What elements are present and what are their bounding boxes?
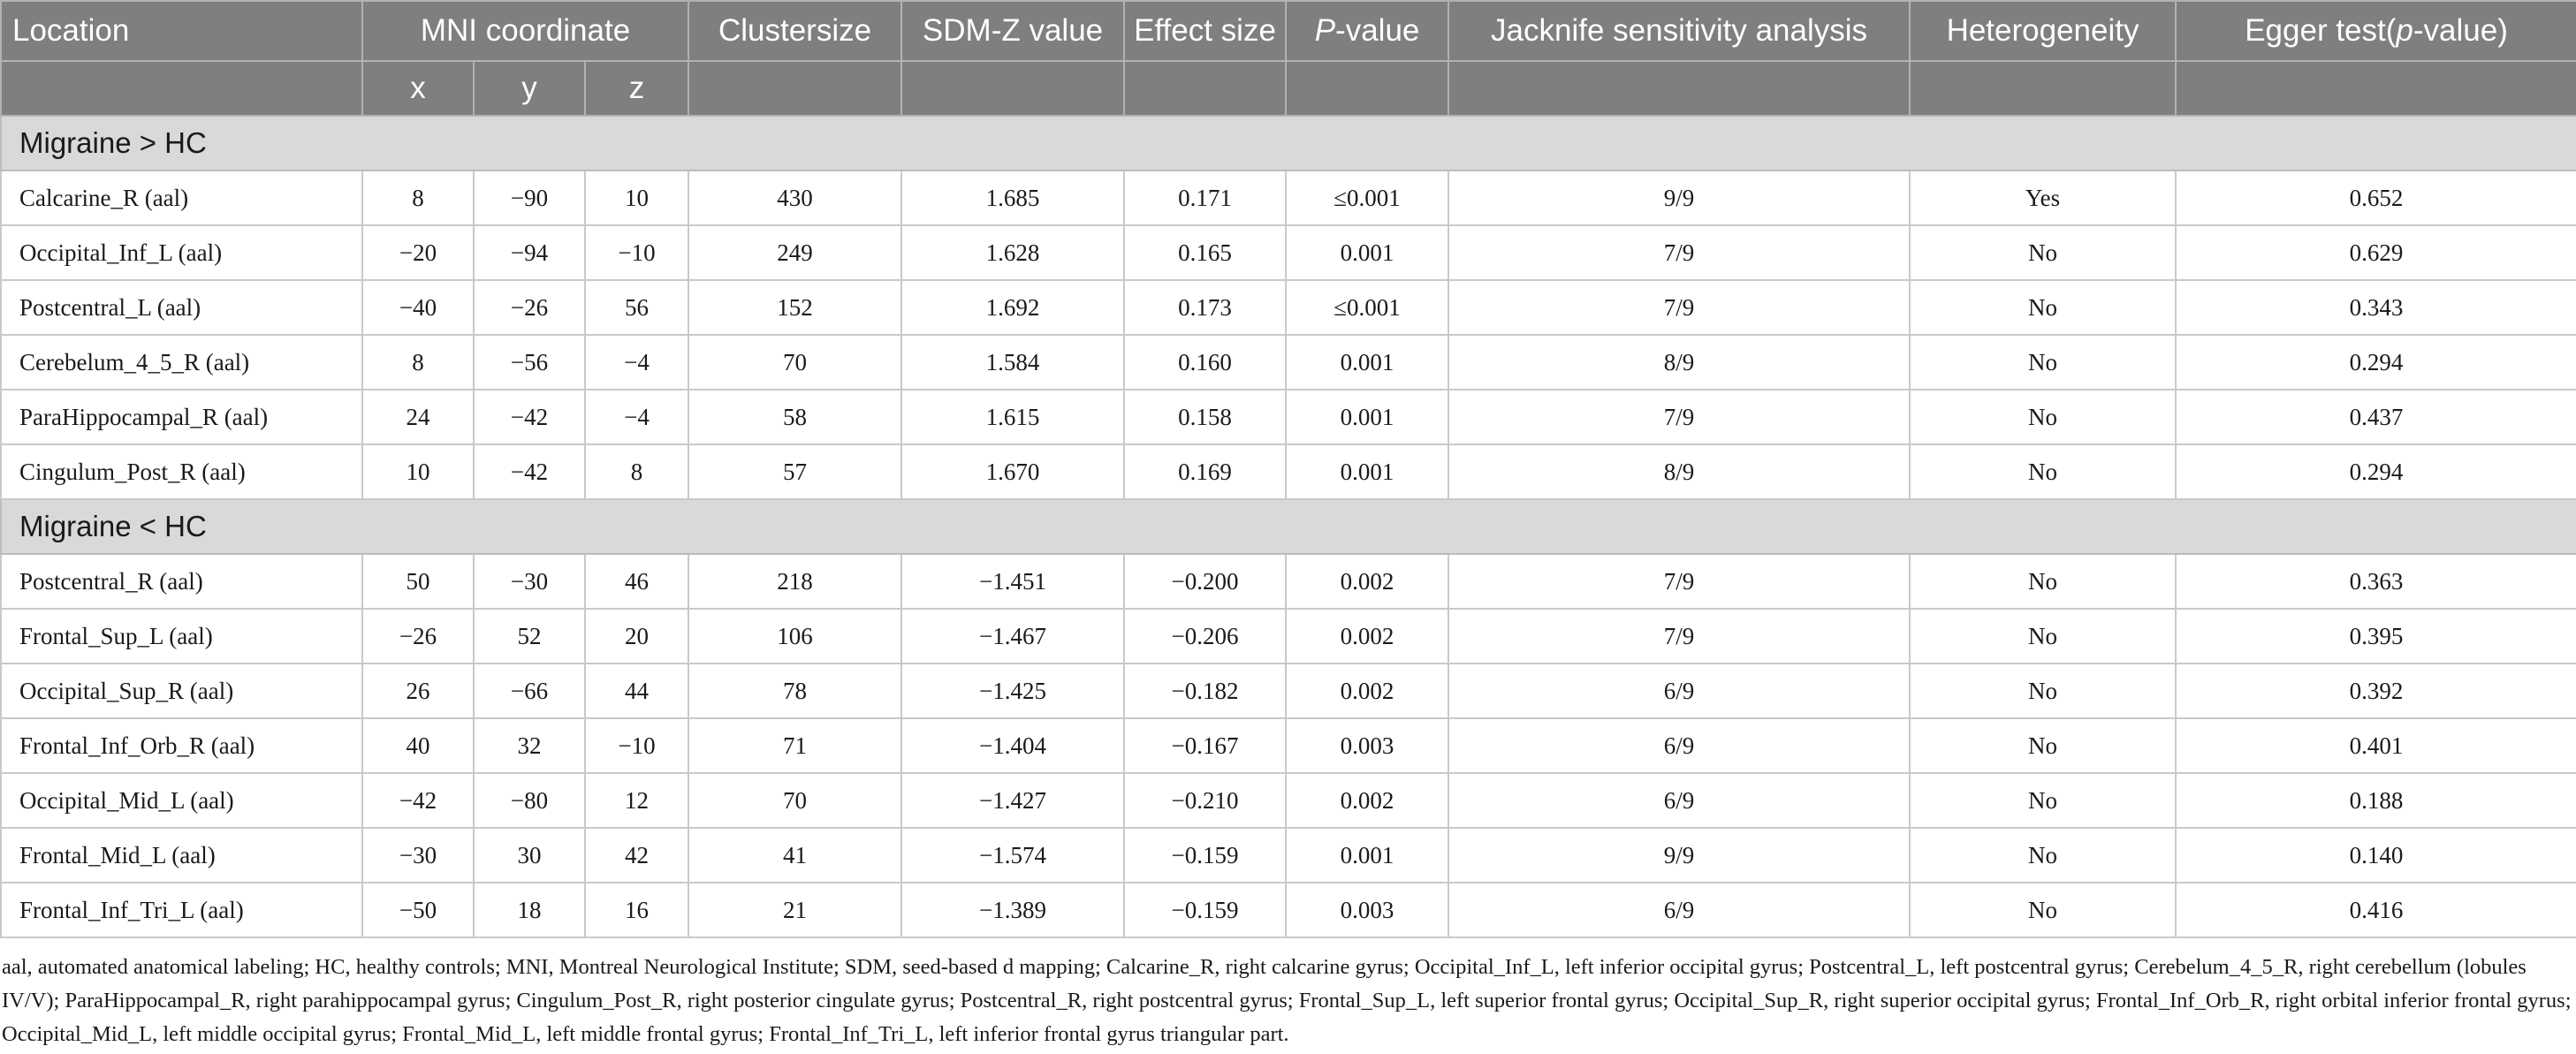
- cell-x: 8: [362, 171, 474, 225]
- cell-heterogeneity: No: [1910, 335, 2176, 390]
- table-row: [1, 390, 2576, 444]
- cell-z: −10: [585, 718, 688, 773]
- subheader-blank: [1, 61, 362, 116]
- section-row: [1, 499, 2576, 554]
- cell-clustersize: 70: [688, 773, 901, 828]
- cell-egger: 0.392: [2176, 663, 2576, 718]
- cell-heterogeneity: No: [1910, 444, 2176, 499]
- cell-location: ParaHippocampal_R (aal): [1, 390, 362, 444]
- cell-effect-size: −0.159: [1124, 883, 1286, 937]
- cell-z: −4: [585, 335, 688, 390]
- cell-jackknife: 7/9: [1448, 609, 1910, 663]
- cell-clustersize: 58: [688, 390, 901, 444]
- cell-y: −90: [474, 171, 585, 225]
- cell-clustersize: 78: [688, 663, 901, 718]
- cell-p-value: ≤0.001: [1286, 280, 1448, 335]
- cell-jackknife: 6/9: [1448, 718, 1910, 773]
- cell-sdmz: −1.389: [901, 883, 1124, 937]
- cell-sdmz: −1.404: [901, 718, 1124, 773]
- cell-effect-size: −0.210: [1124, 773, 1286, 828]
- table-row: [1, 171, 2576, 225]
- cell-p-value: ≤0.001: [1286, 171, 1448, 225]
- col-header-y: y: [474, 61, 585, 116]
- cell-z: −10: [585, 225, 688, 280]
- cell-sdmz: −1.451: [901, 554, 1124, 609]
- col-header-p-value: [1286, 1, 1448, 61]
- cell-p-value: 0.001: [1286, 225, 1448, 280]
- cell-heterogeneity: No: [1910, 390, 2176, 444]
- cell-y: −30: [474, 554, 585, 609]
- cell-jackknife: 6/9: [1448, 773, 1910, 828]
- table-row: [1, 444, 2576, 499]
- cell-clustersize: 70: [688, 335, 901, 390]
- cell-y: 52: [474, 609, 585, 663]
- cell-z: 56: [585, 280, 688, 335]
- table-row: [1, 718, 2576, 773]
- cell-z: 20: [585, 609, 688, 663]
- cell-y: −80: [474, 773, 585, 828]
- cell-jackknife: 7/9: [1448, 225, 1910, 280]
- cell-egger: 0.416: [2176, 883, 2576, 937]
- cell-heterogeneity: No: [1910, 828, 2176, 883]
- cell-z: 16: [585, 883, 688, 937]
- subheader-row: [1, 61, 2576, 116]
- cell-y: −26: [474, 280, 585, 335]
- cell-heterogeneity: No: [1910, 773, 2176, 828]
- cell-effect-size: 0.173: [1124, 280, 1286, 335]
- cell-sdmz: 1.628: [901, 225, 1124, 280]
- cell-clustersize: 71: [688, 718, 901, 773]
- cell-heterogeneity: No: [1910, 280, 2176, 335]
- cell-p-value: 0.001: [1286, 390, 1448, 444]
- cell-z: 42: [585, 828, 688, 883]
- cell-effect-size: −0.200: [1124, 554, 1286, 609]
- cell-effect-size: 0.160: [1124, 335, 1286, 390]
- cell-y: −56: [474, 335, 585, 390]
- cell-location: Cingulum_Post_R (aal): [1, 444, 362, 499]
- cell-y: −66: [474, 663, 585, 718]
- subheader-blank: [1448, 61, 1910, 116]
- cell-location: Frontal_Sup_L (aal): [1, 609, 362, 663]
- cell-egger: 0.294: [2176, 444, 2576, 499]
- cell-jackknife: 8/9: [1448, 444, 1910, 499]
- subheader-blank: [2176, 61, 2576, 116]
- cell-clustersize: 152: [688, 280, 901, 335]
- cell-egger: 0.629: [2176, 225, 2576, 280]
- cell-egger: 0.294: [2176, 335, 2576, 390]
- cell-jackknife: 7/9: [1448, 390, 1910, 444]
- cell-y: 30: [474, 828, 585, 883]
- section-label: Migraine < HC: [1, 499, 2576, 554]
- col-header-effect-size: Effect size: [1124, 1, 1286, 61]
- cell-x: 26: [362, 663, 474, 718]
- p-suffix: -value: [1335, 13, 1420, 48]
- cell-location: Cerebelum_4_5_R (aal): [1, 335, 362, 390]
- cell-egger: 0.140: [2176, 828, 2576, 883]
- subheader-blank: [688, 61, 901, 116]
- egger-suffix: -value): [2413, 13, 2508, 48]
- cell-y: −42: [474, 444, 585, 499]
- cell-z: 44: [585, 663, 688, 718]
- table-row: [1, 663, 2576, 718]
- col-header-clustersize: Clustersize: [688, 1, 901, 61]
- cell-heterogeneity: Yes: [1910, 171, 2176, 225]
- table-row: [1, 225, 2576, 280]
- cell-sdmz: 1.685: [901, 171, 1124, 225]
- cell-jackknife: 6/9: [1448, 883, 1910, 937]
- cell-p-value: 0.003: [1286, 883, 1448, 937]
- cell-egger: 0.188: [2176, 773, 2576, 828]
- cell-effect-size: 0.171: [1124, 171, 1286, 225]
- section-row: [1, 116, 2576, 171]
- col-header-location: Location: [1, 1, 362, 61]
- cell-x: −30: [362, 828, 474, 883]
- col-header-heterogeneity: Heterogeneity: [1910, 1, 2176, 61]
- cell-heterogeneity: No: [1910, 225, 2176, 280]
- subheader-blank: [1910, 61, 2176, 116]
- cell-effect-size: 0.169: [1124, 444, 1286, 499]
- cell-x: −26: [362, 609, 474, 663]
- cell-p-value: 0.002: [1286, 554, 1448, 609]
- cell-x: −20: [362, 225, 474, 280]
- cell-jackknife: 9/9: [1448, 171, 1910, 225]
- table-row: [1, 554, 2576, 609]
- cell-location: Occipital_Mid_L (aal): [1, 773, 362, 828]
- cell-p-value: 0.002: [1286, 663, 1448, 718]
- cell-egger: 0.363: [2176, 554, 2576, 609]
- cell-location: Calcarine_R (aal): [1, 171, 362, 225]
- cell-location: Occipital_Inf_L (aal): [1, 225, 362, 280]
- cell-p-value: 0.001: [1286, 444, 1448, 499]
- cell-jackknife: 6/9: [1448, 663, 1910, 718]
- cell-sdmz: 1.670: [901, 444, 1124, 499]
- table-body: [1, 116, 2576, 937]
- cell-egger: 0.437: [2176, 390, 2576, 444]
- cell-effect-size: −0.182: [1124, 663, 1286, 718]
- cell-effect-size: 0.158: [1124, 390, 1286, 444]
- cell-clustersize: 218: [688, 554, 901, 609]
- cell-p-value: 0.002: [1286, 609, 1448, 663]
- cell-x: 24: [362, 390, 474, 444]
- cell-clustersize: 430: [688, 171, 901, 225]
- cell-clustersize: 57: [688, 444, 901, 499]
- subheader-blank: [1286, 61, 1448, 116]
- table-footnote: aal, automated anatomical labeling; HC, healthy controls; MNI, Montreal Neurological Institute; SDM, seed-based d mapping; Calcarine_R, right calcarine gyrus; Occipital_Inf_L, left inferior occipital gyrus; Postcentral_L, left postcentral gyrus; Cerebelum_4_5_R, right cerebellum (lobules IV/V); ParaHippocampal_R, right parahippocampal gyrus; Cingulum_Post_R, right posterior cingulate gyrus; Postcentral_R, right postcentral gyrus; Frontal_Sup_L, left superior frontal gyrus; Occipital_Sup_R, right superior occipital gyrus; Frontal_Inf_Orb_R, right orbital inferior frontal gyrus; Occipital_Mid_L, left middle occipital gyrus; Frontal_Mid_L, left middle frontal gyrus; Frontal_Inf_Tri_L, left inferior frontal gyrus triangular part.: [2, 955, 2572, 1046]
- cell-x: 8: [362, 335, 474, 390]
- cell-heterogeneity: No: [1910, 609, 2176, 663]
- col-header-mni: MNI coordinate: [362, 1, 688, 61]
- col-header-jackknife: Jacknife sensitivity analysis: [1448, 1, 1910, 61]
- cell-jackknife: 7/9: [1448, 554, 1910, 609]
- col-header-z: z: [585, 61, 688, 116]
- cell-x: −42: [362, 773, 474, 828]
- cell-egger: 0.395: [2176, 609, 2576, 663]
- cell-sdmz: 1.615: [901, 390, 1124, 444]
- cell-sdmz: −1.425: [901, 663, 1124, 718]
- table-row: [1, 773, 2576, 828]
- p-label: P: [1314, 13, 1336, 48]
- cell-sdmz: −1.467: [901, 609, 1124, 663]
- table-row: [1, 280, 2576, 335]
- cell-heterogeneity: No: [1910, 663, 2176, 718]
- cell-p-value: 0.001: [1286, 828, 1448, 883]
- cell-x: −50: [362, 883, 474, 937]
- egger-prefix: Egger test(: [2245, 13, 2397, 48]
- cell-location: Postcentral_L (aal): [1, 280, 362, 335]
- cell-clustersize: 249: [688, 225, 901, 280]
- cell-sdmz: 1.584: [901, 335, 1124, 390]
- cell-location: Frontal_Inf_Orb_R (aal): [1, 718, 362, 773]
- cell-p-value: 0.001: [1286, 335, 1448, 390]
- col-header-sdmz: SDM-Z value: [901, 1, 1124, 61]
- cell-egger: 0.401: [2176, 718, 2576, 773]
- cell-location: Frontal_Inf_Tri_L (aal): [1, 883, 362, 937]
- cell-heterogeneity: No: [1910, 718, 2176, 773]
- table-row: [1, 609, 2576, 663]
- cell-effect-size: −0.206: [1124, 609, 1286, 663]
- cell-jackknife: 7/9: [1448, 280, 1910, 335]
- egger-p: p: [2396, 13, 2413, 48]
- cell-heterogeneity: No: [1910, 554, 2176, 609]
- col-header-x: x: [362, 61, 474, 116]
- cell-jackknife: 8/9: [1448, 335, 1910, 390]
- cell-effect-size: −0.167: [1124, 718, 1286, 773]
- cell-heterogeneity: No: [1910, 883, 2176, 937]
- cell-y: −94: [474, 225, 585, 280]
- cell-p-value: 0.003: [1286, 718, 1448, 773]
- cell-z: 8: [585, 444, 688, 499]
- cell-clustersize: 41: [688, 828, 901, 883]
- cell-sdmz: 1.692: [901, 280, 1124, 335]
- cell-sdmz: −1.574: [901, 828, 1124, 883]
- cell-z: 10: [585, 171, 688, 225]
- cell-jackknife: 9/9: [1448, 828, 1910, 883]
- cell-egger: 0.652: [2176, 171, 2576, 225]
- col-header-egger: [2176, 1, 2576, 61]
- table-row: [1, 883, 2576, 937]
- cell-clustersize: 106: [688, 609, 901, 663]
- cell-x: 10: [362, 444, 474, 499]
- subheader-blank: [1124, 61, 1286, 116]
- cell-location: Frontal_Mid_L (aal): [1, 828, 362, 883]
- cell-x: 50: [362, 554, 474, 609]
- cell-y: 32: [474, 718, 585, 773]
- cell-effect-size: 0.165: [1124, 225, 1286, 280]
- cell-effect-size: −0.159: [1124, 828, 1286, 883]
- cell-z: −4: [585, 390, 688, 444]
- cell-clustersize: 21: [688, 883, 901, 937]
- section-label: Migraine > HC: [1, 116, 2576, 171]
- cell-z: 12: [585, 773, 688, 828]
- cell-y: −42: [474, 390, 585, 444]
- cell-p-value: 0.002: [1286, 773, 1448, 828]
- cell-location: Postcentral_R (aal): [1, 554, 362, 609]
- cell-y: 18: [474, 883, 585, 937]
- subheader-blank: [901, 61, 1124, 116]
- cell-x: 40: [362, 718, 474, 773]
- table-row: [1, 335, 2576, 390]
- cell-sdmz: −1.427: [901, 773, 1124, 828]
- cell-egger: 0.343: [2176, 280, 2576, 335]
- header-row: [1, 1, 2576, 61]
- cell-location: Occipital_Sup_R (aal): [1, 663, 362, 718]
- cell-z: 46: [585, 554, 688, 609]
- cell-x: −40: [362, 280, 474, 335]
- table-row: [1, 828, 2576, 883]
